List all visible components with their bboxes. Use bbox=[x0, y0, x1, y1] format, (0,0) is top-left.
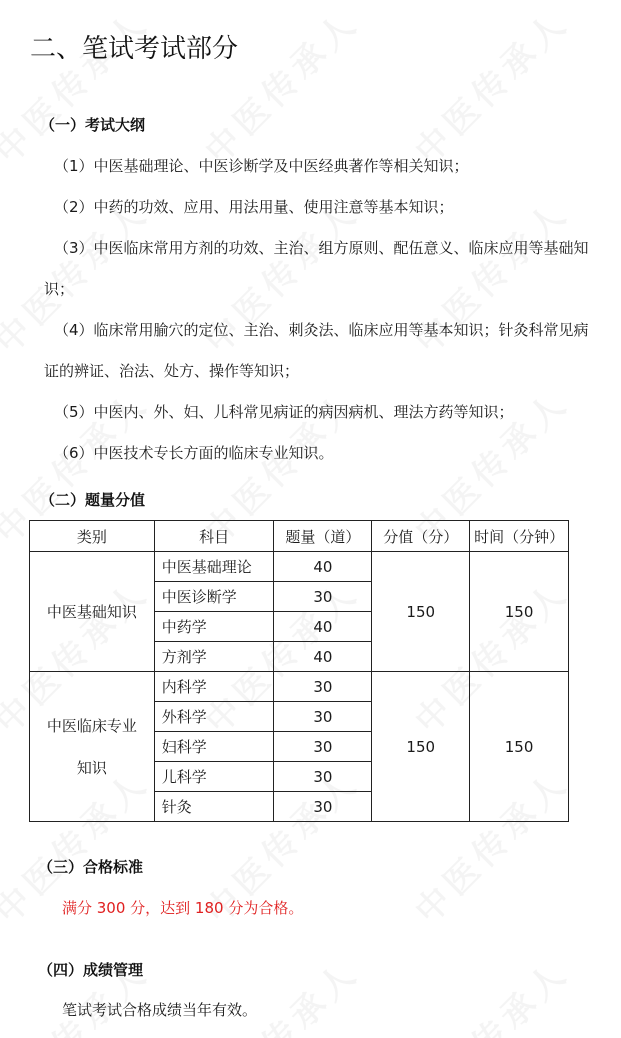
header-subject: 科目 bbox=[154, 521, 274, 552]
score-cell: 150 bbox=[372, 552, 470, 672]
category-cell: 中医临床专业知识 bbox=[30, 672, 155, 822]
count-cell: 30 bbox=[274, 792, 372, 822]
count-cell: 40 bbox=[274, 612, 372, 642]
section-heading-management: （四）成绩管理 bbox=[38, 961, 144, 979]
outline-item-1: （1）中医基础理论、中医诊断学及中医经典著作等相关知识； bbox=[54, 157, 469, 175]
count-cell: 30 bbox=[274, 732, 372, 762]
count-cell: 30 bbox=[274, 582, 372, 612]
subject-cell: 妇科学 bbox=[154, 732, 274, 762]
table-header-row bbox=[30, 521, 569, 552]
subject-cell: 中医诊断学 bbox=[154, 582, 274, 612]
section-heading-scores: （二）题量分值 bbox=[40, 491, 146, 509]
section-heading-outline: （一）考试大纲 bbox=[40, 116, 146, 134]
header-score: 分值（分） bbox=[372, 521, 470, 552]
outline-item-3: （3）中医临床常用方剂的功效、主治、组方原则、配伍意义、临床应用等基础知识； bbox=[44, 239, 589, 298]
count-cell: 30 bbox=[274, 702, 372, 732]
subject-cell: 内科学 bbox=[154, 672, 274, 702]
count-cell: 30 bbox=[274, 762, 372, 792]
time-cell: 150 bbox=[470, 672, 569, 822]
table-row bbox=[30, 672, 569, 702]
outline-item-5: （5）中医内、外、妇、儿科常见病证的病因病机、理法方药等知识； bbox=[54, 403, 514, 421]
header-time: 时间（分钟） bbox=[470, 521, 569, 552]
subject-cell: 中医基础理论 bbox=[154, 552, 274, 582]
outline-item-6: （6）中医技术专长方面的临床专业知识。 bbox=[54, 444, 334, 462]
time-cell: 150 bbox=[470, 552, 569, 672]
count-cell: 30 bbox=[274, 672, 372, 702]
category-cell: 中医基础知识 bbox=[30, 552, 155, 672]
subject-cell: 方剂学 bbox=[154, 642, 274, 672]
subject-cell: 外科学 bbox=[154, 702, 274, 732]
outline-item-4: （4）临床常用腧穴的定位、主治、刺灸法、临床应用等基本知识；针灸科常见病证的辨证、治法、处方、操作等知识； bbox=[44, 321, 589, 380]
subject-cell: 中药学 bbox=[154, 612, 274, 642]
header-count: 题量（道） bbox=[274, 521, 372, 552]
table-row bbox=[30, 552, 569, 582]
score-cell: 150 bbox=[372, 672, 470, 822]
passing-standard-text: 满分 300 分，达到 180 分为合格。 bbox=[62, 899, 304, 917]
section-heading-passing: （三）合格标准 bbox=[38, 858, 144, 876]
header-category: 类别 bbox=[30, 521, 155, 552]
page-title: 二、笔试考试部分 bbox=[30, 34, 239, 64]
count-cell: 40 bbox=[274, 642, 372, 672]
management-text: 笔试考试合格成绩当年有效。 bbox=[62, 1001, 258, 1019]
subject-cell: 儿科学 bbox=[154, 762, 274, 792]
score-table bbox=[29, 520, 569, 822]
outline-item-2: （2）中药的功效、应用、用法用量、使用注意等基本知识； bbox=[54, 198, 454, 216]
subject-cell: 针灸 bbox=[154, 792, 274, 822]
count-cell: 40 bbox=[274, 552, 372, 582]
